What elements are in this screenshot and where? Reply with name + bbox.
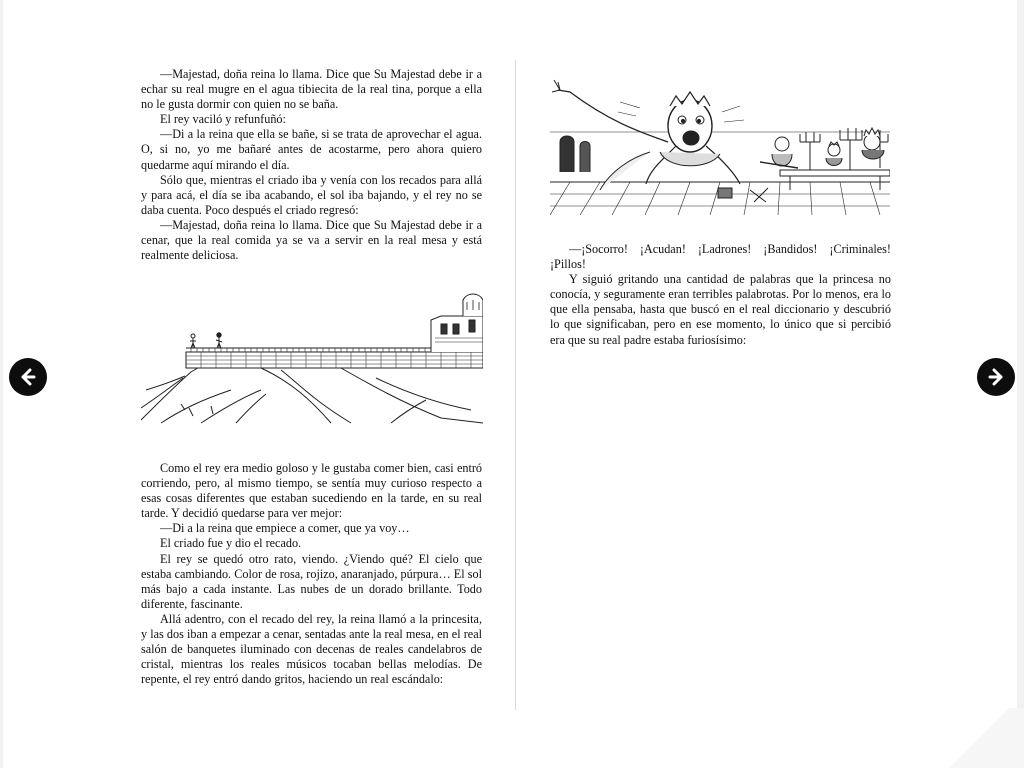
- next-page-button[interactable]: [977, 358, 1015, 396]
- paragraph: —Majestad, doña reina lo llama. Dice que Su Majestad debe ir a cenar, que la real comida ya se va a servir en la real mesa y está realmente deliciosa.: [141, 217, 482, 263]
- paragraph: Y siguió gritando una cantidad de palabras que la princesa no conocía, y seguramente eran terribles palabrotas. Por lo menos, era lo que ella pensaba, hasta que buscó en el real diccionario y descubrió lo que significaban, pero en ese momento, lo único que si percibió era que su real padre estaba furiosísimo:: [550, 272, 891, 347]
- paragraph: Sólo que, mientras el criado iba y venía con los recados para allá y para acá, el día se iba acabando, el sol iba bajando, y el rey no se daba cuenta. Poco después el criado regresó:: [141, 172, 482, 217]
- paragraph: —Di a la reina que ella se bañe, si se trata de aprovechar el agua. O, si no, yo me bañaré antes de acostarme, pero ahora quiero quedarme aquí mirando el día.: [141, 127, 482, 172]
- paragraph: El rey se quedó otro rato, viendo. ¿Viendo qué? El cielo que estaba cambiando. Color de rosa, rojizo, anaranjado, púrpura… El sol más bajo a cada instante. Las nubes de un dorado brillante. Todo diferente, fascinante.: [141, 551, 482, 611]
- left-page-top-text: [141, 67, 482, 263]
- banquet-hall-illustration: [550, 72, 890, 215]
- paragraph: El rey vaciló y refunfuñó:: [160, 112, 286, 127]
- paragraph: Allá adentro, con el recado del rey, la reina llamó a la princesita, y las dos iban a empezar a cenar, sentadas ante la real mesa, en el real salón de banquetes iluminado con decenas de reales candelabros de cristal, mientras los reales músicos tocaban bellas melodías. De repente, el rey entró dando gritos, haciendo un real escándalo:: [141, 611, 482, 687]
- previous-page-button[interactable]: [9, 358, 47, 396]
- paragraph: —Di a la reina que empiece a comer, que ya voy…: [160, 521, 410, 536]
- page-divider: [515, 60, 516, 710]
- book-spread: [3, 0, 1017, 768]
- right-page-text: [550, 242, 891, 348]
- page-curl-corner: [934, 708, 1024, 768]
- arrow-left-icon: [18, 367, 38, 387]
- paragraph: —Majestad, doña reina lo llama. Dice que Su Majestad debe ir a echar su real mugre en el agua tibiecita de la real tina, porque a ella no le gusta dormir con quien no se baña.: [141, 67, 482, 112]
- left-page-bottom-text: [141, 461, 482, 687]
- castle-wall-illustration: [141, 290, 483, 425]
- paragraph: El criado fue y dio el recado.: [160, 536, 302, 551]
- paragraph: Como el rey era medio goloso y le gustaba comer bien, casi entró corriendo, pero, al mismo tiempo, se sentía muy curioso respecto a esas cosas diferentes que estaban sucediendo en la tarde, en su real tarde. Y decidió quedarse para ver mejor:: [141, 461, 482, 521]
- arrow-right-icon: [986, 367, 1006, 387]
- paragraph: —¡Socorro! ¡Acudan! ¡Ladrones! ¡Bandidos! ¡Criminales! ¡Pillos!: [550, 242, 891, 272]
